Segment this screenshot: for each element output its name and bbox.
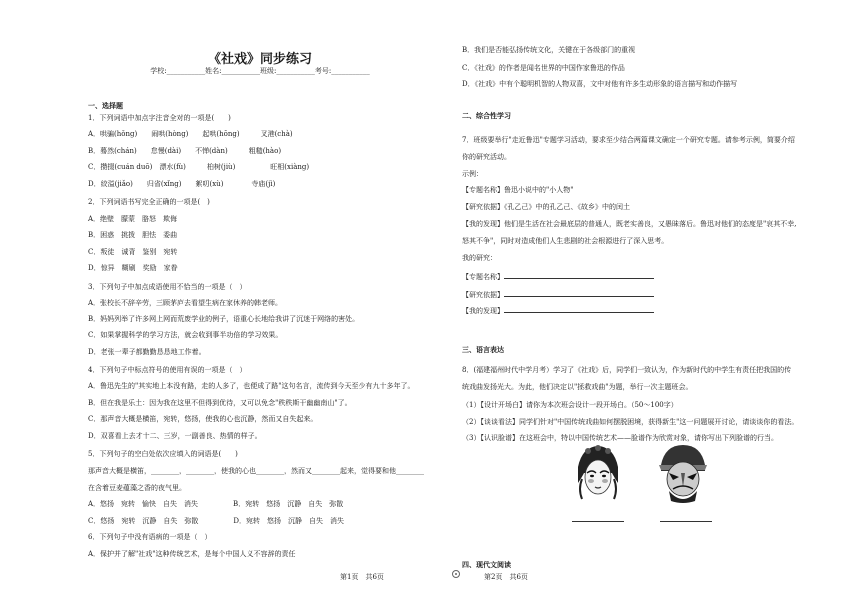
left-text-line	[88, 315, 359, 324]
line-text: 四、现代文阅读	[462, 560, 511, 569]
opera-mask-jing-image	[655, 443, 711, 505]
left-text-line	[88, 180, 275, 189]
left-text-line	[88, 331, 282, 340]
line-text: D．双喜看上去才十二、三岁，一副善良、热情的样子。	[88, 432, 262, 440]
line-text: A．保护并了解"社戏"这种传统艺术，是每个中国人义不容辞的责任	[88, 550, 296, 558]
left-text-line	[88, 231, 177, 240]
line-text: C．叛徒 诚背 鉴别 宛转	[88, 248, 178, 256]
right-text-line	[462, 289, 654, 300]
line-text: C．悠扬 宛转 沉静 自失 弥散 D．宛转 悠扬 沉静 自失 消失	[88, 517, 344, 525]
line-text: 4．下列句子中标点符号的使用有误的一项是（ ）	[88, 366, 247, 374]
line-text: C．攒掇(cuán duō) 漂水(fù) 桕树(jiù) 旺相(xiàng)	[88, 163, 310, 171]
left-text-line	[88, 550, 296, 559]
right-text-line	[462, 136, 795, 145]
right-section-heading	[462, 560, 511, 569]
answer-blank[interactable]	[504, 289, 654, 297]
right-text-line	[462, 418, 798, 427]
line-text: 我的研究：	[462, 254, 497, 262]
right-text-line	[462, 170, 483, 179]
line-text: （1）【设计开场白】请你为本次班会设计一段开场白。（50～100字）	[462, 401, 678, 409]
mask-2-answer-blank[interactable]	[660, 521, 712, 522]
left-text-line	[88, 517, 344, 526]
right-text-line	[462, 220, 796, 229]
line-text: C．那声音大概是横笛，宛转，悠扬，使我的心也沉静，然而又自失起来。	[88, 415, 318, 423]
line-text: D．惊异 糊刷 奖励 家眷	[88, 264, 178, 272]
right-section-heading	[462, 111, 511, 120]
left-text-line	[88, 382, 415, 391]
right-section-heading	[462, 345, 504, 354]
right-text-line	[462, 46, 635, 55]
footer-page-right: 第2页 共6页	[484, 573, 528, 581]
line-text: B．妈妈列举了许多网上网而荒废学业的例子，语重心长地给我讲了沉迷于网络的害处。	[88, 315, 360, 323]
line-text: 1．下列词语中加点字注音全对的一项是( )	[88, 114, 231, 122]
line-text: 在含着豆麦蕴藻之香的夜气里。	[88, 484, 186, 492]
left-text-line	[88, 348, 206, 357]
line-text: D．絞溢(jiǎo) 归省(xǐng) 絮叨(xù) 寺庙(jì)	[88, 180, 276, 188]
line-text: B．我们是否能弘扬传统文化，关键在于各级部门的重视	[462, 46, 636, 54]
right-text-line	[462, 434, 778, 443]
line-text: 统戏曲发扬光大。为此，他们决定以"拯救戏曲"为题，举行一次主题班会。	[462, 383, 693, 391]
right-text-line	[462, 254, 497, 263]
line-text: D．《社戏》中有个聪明机智的人物双喜，文中对他有许多生动形象的语言描写和动作描写	[462, 80, 738, 88]
line-text: 【我的发现】他们是生活在社会最底层的普通人，既老实善良，又愚昧落后。鲁迅对他们的态度是"哀其不幸,	[462, 220, 797, 228]
line-text: 示例：	[462, 170, 483, 178]
left-text-line	[88, 114, 231, 123]
line-text: A．绝壁 朦蒙 胳怒 欺侮	[88, 215, 178, 223]
right-text-line	[462, 186, 573, 195]
right-text-line	[462, 64, 625, 73]
page-title: 《社戏》同步练习	[207, 52, 312, 67]
line-text: B．困惑 挑拨 胆怯 委曲	[88, 231, 178, 239]
line-text: A．哄骗(hǒng) 闹哄(hòng) 起哄(hōng) 叉港(chà)	[88, 130, 293, 138]
line-text: A．悠扬 宛转 愉快 自失 消失 B．宛转 悠扬 沉静 自失 弥散	[88, 500, 344, 508]
right-text-line	[462, 401, 678, 410]
right-text-line	[462, 80, 737, 89]
student-info-line: 学校:___________姓名:___________班级:___________考号:___________	[150, 67, 370, 75]
left-text-line	[88, 264, 178, 273]
right-text-line	[462, 203, 630, 212]
line-text: 一、选择题	[88, 101, 123, 110]
left-text-line	[88, 130, 293, 139]
left-text-line	[88, 215, 177, 224]
line-text: A．张校长不辞辛劳，三顾茅庐去看望生病在家休养的韩老师。	[88, 299, 283, 307]
line-text: B．但在我是乐土：因为我在这里不但得到优待，又可以免念"秩秩斯干幽幽南山"了。	[88, 399, 352, 407]
line-text: 【我的发现】	[462, 307, 504, 315]
line-text: 怒其不争"，同时对造成他们人生悲剧的社会根源进行了深入思考。	[462, 237, 669, 245]
line-text: （2）【谈谈看法】同学们针对"中国传统戏曲如何摆脱困境，获得新生"这一问题展开讨论，请谈谈你的看法。	[462, 418, 799, 426]
line-text: 3．下列句子中加点成语使用不恰当的一项是（ ）	[88, 283, 247, 291]
right-text-line	[462, 271, 654, 282]
answer-blank[interactable]	[504, 305, 654, 313]
left-section-heading	[88, 101, 123, 110]
left-text-line	[88, 399, 352, 408]
left-text-line	[88, 299, 282, 308]
left-text-line	[88, 533, 211, 542]
left-text-line	[88, 450, 238, 459]
line-text: C．《社戏》的作者是闻名世界的中国作家鲁迅的作品	[462, 64, 625, 72]
line-text: B．蓦然(chán) 怠慢(dài) 不惮(dàn) 粗糙(hào)	[88, 147, 282, 155]
line-text: 二、综合性学习	[462, 111, 511, 120]
right-text-line	[462, 383, 692, 392]
left-text-line	[88, 500, 343, 509]
right-text-line	[462, 366, 791, 375]
left-text-line	[88, 484, 186, 493]
line-text: 【专题名称】鲁迅小说中的"小人物"	[462, 186, 574, 194]
line-text: 【专题名称】	[462, 273, 504, 281]
left-text-line	[88, 283, 246, 292]
footer-page-left: 第1页 共6页	[340, 573, 384, 581]
line-text: 那声音大概是横笛，________，________，使我的心也________，然而又________起来，觉得要和他________	[88, 467, 424, 475]
line-text: 5．下列句子的空白处依次应填入的词语是( )	[88, 450, 238, 458]
line-text: 6．下列句子中没有语病的一项是（ ）	[88, 533, 212, 541]
left-text-line	[88, 366, 246, 375]
mask-1-answer-blank[interactable]	[572, 521, 624, 522]
line-text: C．如果掌握科学的学习方法，就会收到事半功倍的学习效果。	[88, 331, 283, 339]
line-text: （3）【认识脸谱】在这班会中，特以中国传统艺术——脸谱作为欣赏对象，请你写出下列脸谱的行当。	[462, 434, 778, 442]
right-text-line	[462, 305, 654, 316]
line-text: 【研究依据】	[462, 291, 504, 299]
binding-hole-icon	[452, 570, 460, 578]
line-text: 三、语言表达	[462, 345, 504, 354]
line-text: A．鲁迅先生的"其实地上本没有路，走的人多了，也便成了路"这句名言，流传到今天至少有九十多年了。	[88, 382, 415, 390]
line-text: 7．班级要举行"走近鲁迅"专题学习活动，要求至少结合两篇课文确定一个研究专题。请参考示例，简要介绍	[462, 136, 795, 144]
left-text-line	[88, 248, 177, 257]
line-text: 2．下列词语书写完全正确的一项是( )	[88, 198, 210, 206]
line-text: 8．(福建福州时代中学月考）学习了《社戏》后，同学们一致认为，作为新时代的中学生有责任把我国的传	[462, 366, 792, 374]
left-text-line	[88, 198, 210, 207]
left-text-line	[88, 415, 317, 424]
right-text-line	[462, 237, 668, 246]
line-text: 【研究依据】《孔乙己》中的孔乙己、《故乡》中的闰土	[462, 203, 630, 211]
left-text-line	[88, 147, 281, 156]
opera-mask-dan-image	[574, 443, 622, 501]
right-text-line	[462, 153, 511, 162]
answer-blank[interactable]	[504, 271, 654, 279]
left-text-line	[88, 467, 424, 476]
left-text-line	[88, 163, 309, 172]
line-text: 你的研究活动。	[462, 153, 511, 161]
left-text-line	[88, 432, 262, 441]
line-text: D．老张一辈子都勤勤恳恳地工作着。	[88, 348, 206, 356]
